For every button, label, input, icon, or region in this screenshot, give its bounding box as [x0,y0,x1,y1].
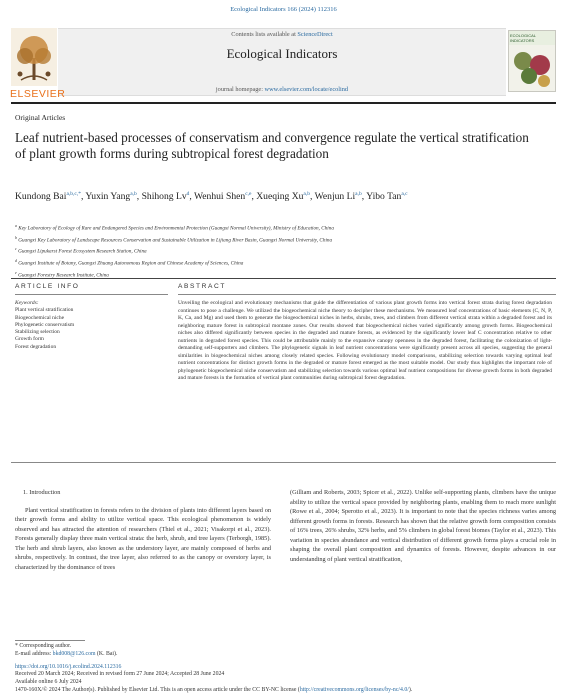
affiliation: $^c$ Guangxi Lipukarst Forest Ecosystem Research Station, China [15,246,147,256]
contents-line [58,31,506,38]
author-list: Kundong Bai$^{a,b,c,*}$, Yuxin Yang$^{a,b}$, Shihong Lv$^d$, Wenhui Shen$^{c,e}$, Xueqing Xu$^{a,b}$, Wenjun Li$^{a,b}$, Yibo Tan$^{a,c}$ [15,191,408,203]
keyword: Phylogenetic conservatism [15,321,75,328]
corresponding-author-note: * Corresponding author. [15,643,72,649]
journal-reference[interactable]: Ecological Indicators 166 (2024) 112316 [230,6,337,13]
author[interactable]: Wenhui Shen$^{c,e}$ [194,191,252,203]
doi-link[interactable]: https://doi.org/10.1016/j.ecolind.2024.112316 [15,663,122,670]
affiliation-list [15,222,555,280]
email-suffix: (K. Bai). [95,650,118,657]
email-label: E-mail address: [15,650,53,657]
affiliation: $^a$ Key Laboratory of Ecology of Rare and Endangered Species and Environmental Protection (Guangxi Normal University), Ministry of Education, China [15,223,334,232]
publisher-wordmark[interactable]: ELSEVIER [10,88,66,100]
abstract-bottom-rule [11,462,556,463]
author[interactable]: Yibo Tan$^{a,c}$ [366,191,408,203]
author[interactable]: Shihong Lv$^d$ [141,191,190,203]
intro-left-column [15,488,271,572]
article-type: Original Articles [15,113,66,122]
email-line [15,651,555,659]
footnote-rule [15,640,85,641]
keywords-block [15,300,165,351]
cover-title: ECOLOGICAL INDICATORS [510,33,536,43]
received-dates: Received 20 March 2024; Received in revised form 27 June 2024; Accepted 28 June 2024 [15,671,225,678]
contents-prefix: Contents lists available at [231,31,298,38]
keyword: Stabilizing selection [15,329,60,336]
intro-heading: 1. Introduction [23,489,61,496]
sciencedirect-link[interactable]: ScienceDirect [297,31,333,38]
article-info-heading: ARTICLE INFO [15,283,80,290]
intro-paragraph-right: (Gilliam and Roberts, 2003; Spicer et al., 2022). Unlike self-supporting plants, climbers have the unique ability to utilize the vertical space provided by neighboring plants, enabling them to reach more sunlight (Rowe et al., 2004; Sperotto et al., 2023). It is important to note that the species richness varies among different growth forms in forests. Research has shown that the relative growth form composition consists of 16% trees, 26% shrubs, 32% herbs, and 5% climbers in global forest biomes (Taylor et al., 2023). This variation in species abundance and vertical distribution of different growth forms plays a crucial role in shaping the overall plant composition and dynamics of forests. However, despite advances in our understanding of plant vertical stratification, [290,489,556,563]
section-rule [11,278,556,279]
available-online: Available online 6 July 2024 [15,679,82,686]
abstract-heading: ABSTRACT [178,283,226,290]
email-link[interactable]: bkd008@126.com [52,650,96,657]
header-rule [11,102,556,104]
author[interactable]: Yuxin Yang$^{a,b}$ [85,191,137,203]
license-link[interactable]: http://creativecommons.org/licenses/by-nc/4.0/ [299,686,409,693]
paper-title: Leaf nutrient-based processes of conservatism and convergence regulate the vertical stratification of plant growth forms during subtropical forest degradation [15,130,529,161]
affiliation: $^b$ Guangxi Key Laboratory of Landscape Resources Conservation and Sustainable Utilization in Lijiang River Basin, Guangxi Normal University, China [15,234,333,244]
article-info-rule [15,294,168,295]
homepage-line [58,86,506,93]
keyword: Plant vertical stratification [15,307,74,314]
keyword: Forest degradation [15,343,57,350]
author[interactable]: Wenjun Li$^{a,b}$ [314,191,362,203]
affiliation: $^e$ Guangxi Forestry Research Institute, China [15,269,109,279]
abstract-rule [178,294,556,295]
license-suffix: ). [408,686,413,693]
license-text: 1470-160X/© 2024 The Author(s). Published by Elsevier Ltd. This is an open access article under the CC BY-NC license ( [15,686,300,693]
author[interactable]: Kundong Bai$^{a,b,c,*}$ [15,191,81,203]
intro-paragraph-left: Plant vertical stratification in forests refers to the division of plants into different layers based on their growth forms and ability to utilize vertical space. This ecological phenomenon is widely observed and has attracted the attention of researchers (Thiel et al., 2021; Visakorpi et al., 2023). Forests generally display three main vertical strata: the herb, shrub, and tree layers (Terborgh, 1985). The herb and shrub layers, also known as the understory layer, are mainly composed of herbs and shrubs, respectively. In contrast, the tree layer, also referred to as the canopy or overstory layer, is characterized by the dominance of trees [15,506,271,571]
affiliation: $^d$ Guangxi Institute of Botany, Guangxi Zhuang Autonomous Region and Chinese Academy of Sciences, China [15,257,244,267]
homepage-prefix: journal homepage: [215,86,265,93]
journal-title: Ecological Indicators [226,46,338,61]
abstract-text: Unveiling the ecological and evolutionary mechanisms that guide the differentiation of various plant growth forms into vertical forest strata during forest degradation continues to pose a challenge. We utilized the biogeochemical niche theory to decipher these mechanisms. We measured leaf concentrations of basic elements (C, N, P, K, Ca, and Mg) and used them to generate the biogeochemical niches in herbs, shrubs, trees, and climbers from different vertical strata within a degraded forest and its neighboring mature forest in subtropical montane zones. Our results showed that biogeochemical niches varied significantly among growth forms. Biogeochemical niches also differed significantly between species in the degraded and mature forests, as evidenced by the significantly lower leaf C concentration relative to other nutrients in degraded forest species. This could be attributable mainly to the expansive canopy openness in the degraded forest, facilitating the colonization of light-demanding self-supporters and climbers. The phylogenetic signals in leaf nutrient concentrations were significantly present across all species, suggesting the general similarities in biogeochemical niches among closely related species. Following evolutionary model comparisons, stabilizing selection towards varying optimal leaf nutrient concentrations for distinct growth forms in the degraded or mature forest emerged as the most suitable model. Our study thus highlights the important role of phylogenetic biogeochemical niche conservatism and stabilizing selection towards various optimal leaf nutrient compositions for diverse growth forms in both degraded and mature forests in the formation of vertical plant communities during subtropical forest degradation. [178,300,552,381]
footnotes [15,643,555,695]
intro-right-column [290,488,556,564]
journal-homepage-link[interactable]: www.elsevier.com/locate/ecolind [264,86,349,93]
author[interactable]: Xueqing Xu$^{a,b}$ [256,191,310,203]
keyword: Growth form [15,336,44,343]
keyword: Biogeochemical niche [15,314,65,321]
keywords-label: Keywords: [15,300,39,306]
